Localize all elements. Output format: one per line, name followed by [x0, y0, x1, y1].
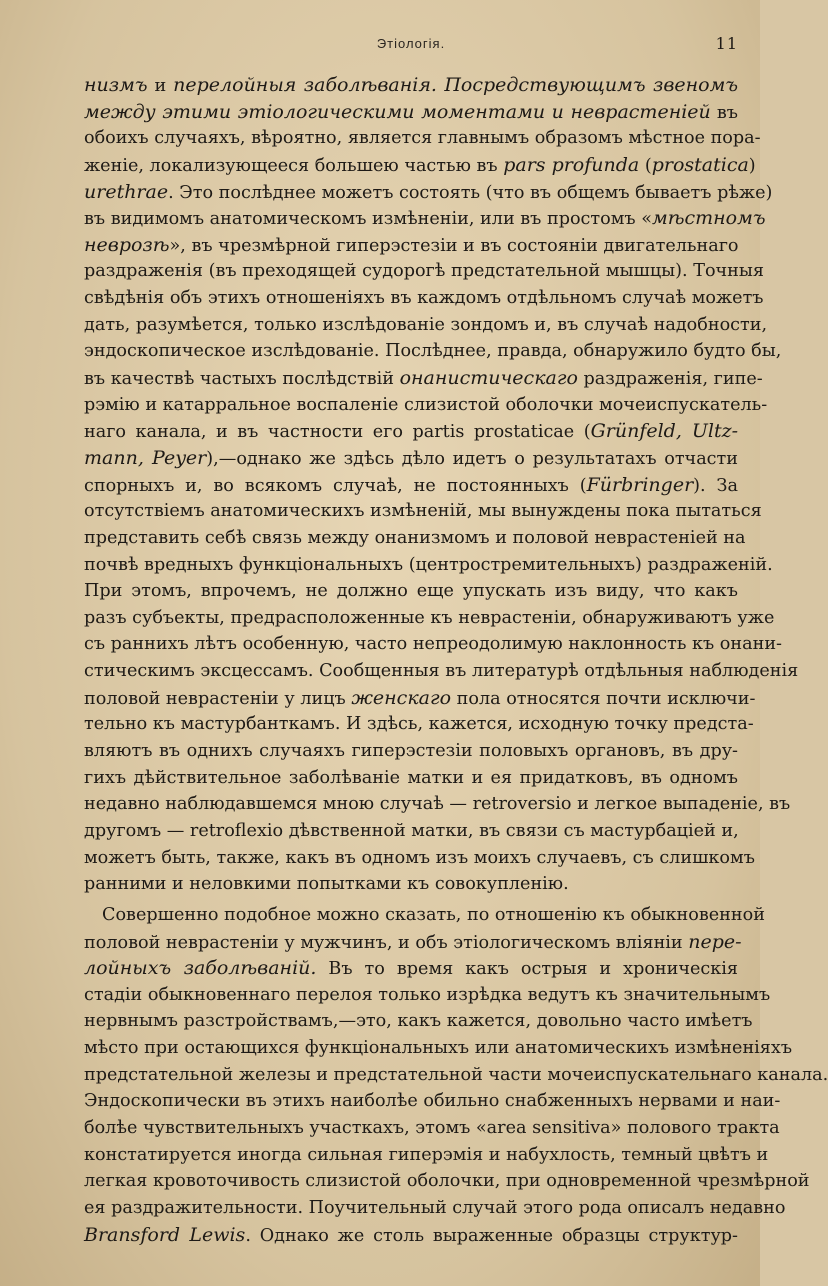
text-line: [84, 658, 799, 685]
text-run: болѣе чувствительныхъ участкахъ, этомъ «area sensitiva» полового тракта: [84, 1117, 780, 1138]
text-line: [84, 445, 738, 472]
italic-run: prostatica: [651, 153, 749, 176]
text-run: ),—однако же здѣсь дѣло идетъ о результатахъ отчасти: [206, 448, 738, 469]
italic-run: Bransford Lewis: [84, 1223, 246, 1246]
text-run: Эндоскопически въ этихъ наиболѣе обильно снабженныхъ нервами и наи-: [84, 1091, 781, 1112]
text-run: дать, разумѣется, только изслѣдованіе зондомъ и, въ случаѣ надобности,: [84, 314, 768, 335]
text-run: отсутствіемъ анатомическихъ измѣненій, мы вынуждены пока пытаться: [84, 501, 762, 522]
text-line: [84, 232, 738, 259]
text-run: половой неврастеніи у мужчинъ, и объ этіологическомъ вліяніи: [84, 932, 689, 953]
text-line: [84, 498, 762, 525]
text-run: стадіи обыкновеннаго перелоя только изрѣдка ведутъ къ значительнымъ: [84, 984, 771, 1005]
italic-run: Grünfeld, Ultz-: [590, 420, 739, 443]
text-run: почвѣ вредныхъ функціональныхъ (центростремительныхъ) раздраженій.: [84, 554, 773, 575]
page-number: 11: [715, 34, 738, 53]
text-line: [84, 631, 783, 658]
text-run: легкая кровоточивость слизистой оболочки, при одновременной чрезмѣрной: [84, 1171, 810, 1192]
text-run: », въ чрезмѣрной гиперэстезіи и въ состояніи двигательнаго: [169, 235, 739, 256]
italic-run: mann, Peyer: [84, 446, 207, 469]
text-line: [84, 1062, 828, 1089]
text-run: мѣсто при остающихся функціональныхъ или анатомическихъ измѣненіяхъ: [84, 1038, 793, 1059]
text-line: [84, 982, 771, 1009]
text-line: [84, 99, 738, 126]
italic-run: женскаго: [351, 686, 452, 709]
text-line: [84, 1142, 769, 1169]
text-line: [84, 179, 773, 206]
text-run: тельно къ мастурбанткамъ. И здѣсь, кажется, исходную точку предста-: [84, 714, 754, 735]
text-line: [84, 711, 754, 738]
text-line: [84, 312, 768, 339]
text-run: половой неврастеніи у лицъ: [84, 688, 352, 709]
italic-run: неврозѣ: [84, 233, 170, 256]
text-line: [84, 365, 763, 392]
italic-run: пере-: [688, 930, 742, 953]
text-line: [84, 685, 756, 712]
text-line: [84, 1088, 781, 1115]
text-run: (: [639, 155, 652, 176]
text-run: . Однако же столь выраженные образцы структур-: [245, 1225, 739, 1246]
text-line: [84, 929, 742, 956]
text-line: [84, 392, 768, 419]
text-line: [84, 902, 765, 929]
text-line: [84, 1035, 793, 1062]
text-run: ея раздражительности. Поучительный случай этого рода описалъ недавно: [84, 1197, 786, 1218]
text-run: нервнымъ разстройствамъ,—это, какъ кажется, довольно часто имѣетъ: [84, 1011, 753, 1032]
text-line: [84, 955, 738, 982]
text-run: гихъ дѣйствительное заболѣваніе матки и ея придатковъ, въ одномъ: [84, 767, 738, 788]
text-line: [84, 1222, 738, 1249]
text-run: предстательной железы и предстательной части мочеиспускательнаго канала.: [84, 1064, 828, 1085]
italic-run: перелойныя заболѣванія. Посредствующимъ звеномъ: [173, 74, 738, 96]
text-run: констатируется иногда сильная гиперэмія и набухлость, темный цвѣтъ и: [84, 1144, 769, 1165]
text-run: Совершенно подобное можно сказать, по отношенію къ обыкновенной: [102, 904, 765, 925]
text-line: [84, 845, 755, 872]
text-line: [84, 818, 738, 845]
italic-run: urethrae: [84, 180, 169, 203]
text-line: [84, 258, 765, 285]
text-run: вляютъ въ однихъ случаяхъ гиперэстезіи половыхъ органовъ, въ дру-: [84, 741, 738, 762]
text-line: [84, 1195, 786, 1222]
text-line: [84, 285, 764, 312]
text-line: [84, 525, 746, 552]
text-run: другомъ — retroflexio дѣвственной матки, въ связи съ мастурбаціей и,: [84, 820, 739, 841]
text-run: эндоскопическое изслѣдованіе. Послѣднее, правда, обнаружило будто бы,: [84, 341, 782, 362]
text-run: рэмію и катарральное воспаленіе слизистой оболочки мочеиспускатель-: [84, 394, 768, 415]
italic-run: мѣстномъ: [651, 207, 766, 230]
italic-run: онанистическаго: [399, 367, 578, 390]
text-run: обоихъ случаяхъ, вѣроятно, является главнымъ образомъ мѣстное пора-: [84, 128, 761, 149]
text-run: можетъ быть, также, какъ въ одномъ изъ моихъ случаевъ, съ слишкомъ: [84, 847, 755, 868]
text-line: [84, 578, 738, 605]
italic-run: pars profunda: [503, 153, 640, 176]
text-run: въ видимомъ анатомическомъ измѣненіи, или въ простомъ «: [84, 209, 652, 230]
text-run: спорныхъ и, во всякомъ случаѣ, не постоянныхъ (: [84, 475, 587, 496]
text-run: разъ субъекты, предрасположенные къ неврастеніи, обнаруживаютъ уже: [84, 607, 775, 628]
text-run: пола относятся почти исключи-: [451, 688, 756, 709]
text-line: [84, 791, 791, 818]
text-run: ). За: [693, 475, 738, 496]
text-run: въ: [710, 102, 739, 123]
text-run: съ раннихъ лѣтъ особенную, часто непреодолимую наклонность къ онани-: [84, 634, 783, 655]
text-run: . Это послѣднее можетъ состоять (что въ общемъ бываетъ рѣже): [168, 182, 773, 203]
text-run: въ качествѣ частыхъ послѣдствій: [84, 369, 400, 390]
page-header: [84, 36, 738, 58]
running-head: Этіологія.: [376, 36, 446, 51]
text-line: [84, 871, 738, 898]
text-run: свѣдѣнія объ этихъ отношеніяхъ въ каждомъ отдѣльномъ случаѣ можетъ: [84, 288, 764, 309]
italic-run: низмъ: [84, 74, 148, 96]
text-run: ): [748, 155, 756, 176]
text-run: раздраженія, гипе-: [577, 369, 763, 390]
text-line: [84, 72, 738, 99]
body-text: [84, 72, 828, 1248]
text-line: [84, 738, 738, 765]
text-run: Въ то время какъ острыя и хроническія: [316, 959, 738, 980]
text-line: [84, 472, 738, 499]
text-line: [84, 125, 761, 152]
text-line: [84, 605, 775, 632]
text-run: стическимъ эксцессамъ. Сообщенныя въ литературѣ отдѣльныя наблюденія: [84, 661, 799, 682]
italic-run: лойныхъ заболѣваній.: [84, 957, 317, 980]
text-line: [84, 765, 738, 792]
text-line: [84, 552, 773, 579]
italic-run: Fürbringer: [586, 473, 694, 496]
text-run: наго канала, и въ частности его partis prostaticae (: [84, 422, 591, 443]
text-line: [84, 338, 782, 365]
text-run: и: [147, 76, 174, 96]
text-run: ранними и неловкими попытками къ совокупленію.: [84, 874, 569, 895]
text-line: [84, 1168, 810, 1195]
text-line: [84, 1008, 753, 1035]
text-run: При этомъ, впрочемъ, не должно еще упускать изъ виду, что какъ: [84, 581, 738, 602]
text-run: представить себѣ связь между онанизмомъ и половой неврастеніей на: [84, 527, 746, 548]
text-line: [84, 418, 738, 445]
text-run: женіе, локализующееся большею частью въ: [84, 155, 504, 176]
text-line: [84, 1115, 780, 1142]
text-line: [84, 152, 756, 179]
text-run: недавно наблюдавшемся мною случаѣ — retroversio и легкое выпаденіе, въ: [84, 794, 791, 815]
text-run: раздраженія (въ преходящей судорогѣ предстательной мышцы). Точныя: [84, 261, 765, 282]
italic-run: между этими этіологическими моментами и неврастеніей: [84, 100, 711, 123]
text-line: [84, 205, 766, 232]
